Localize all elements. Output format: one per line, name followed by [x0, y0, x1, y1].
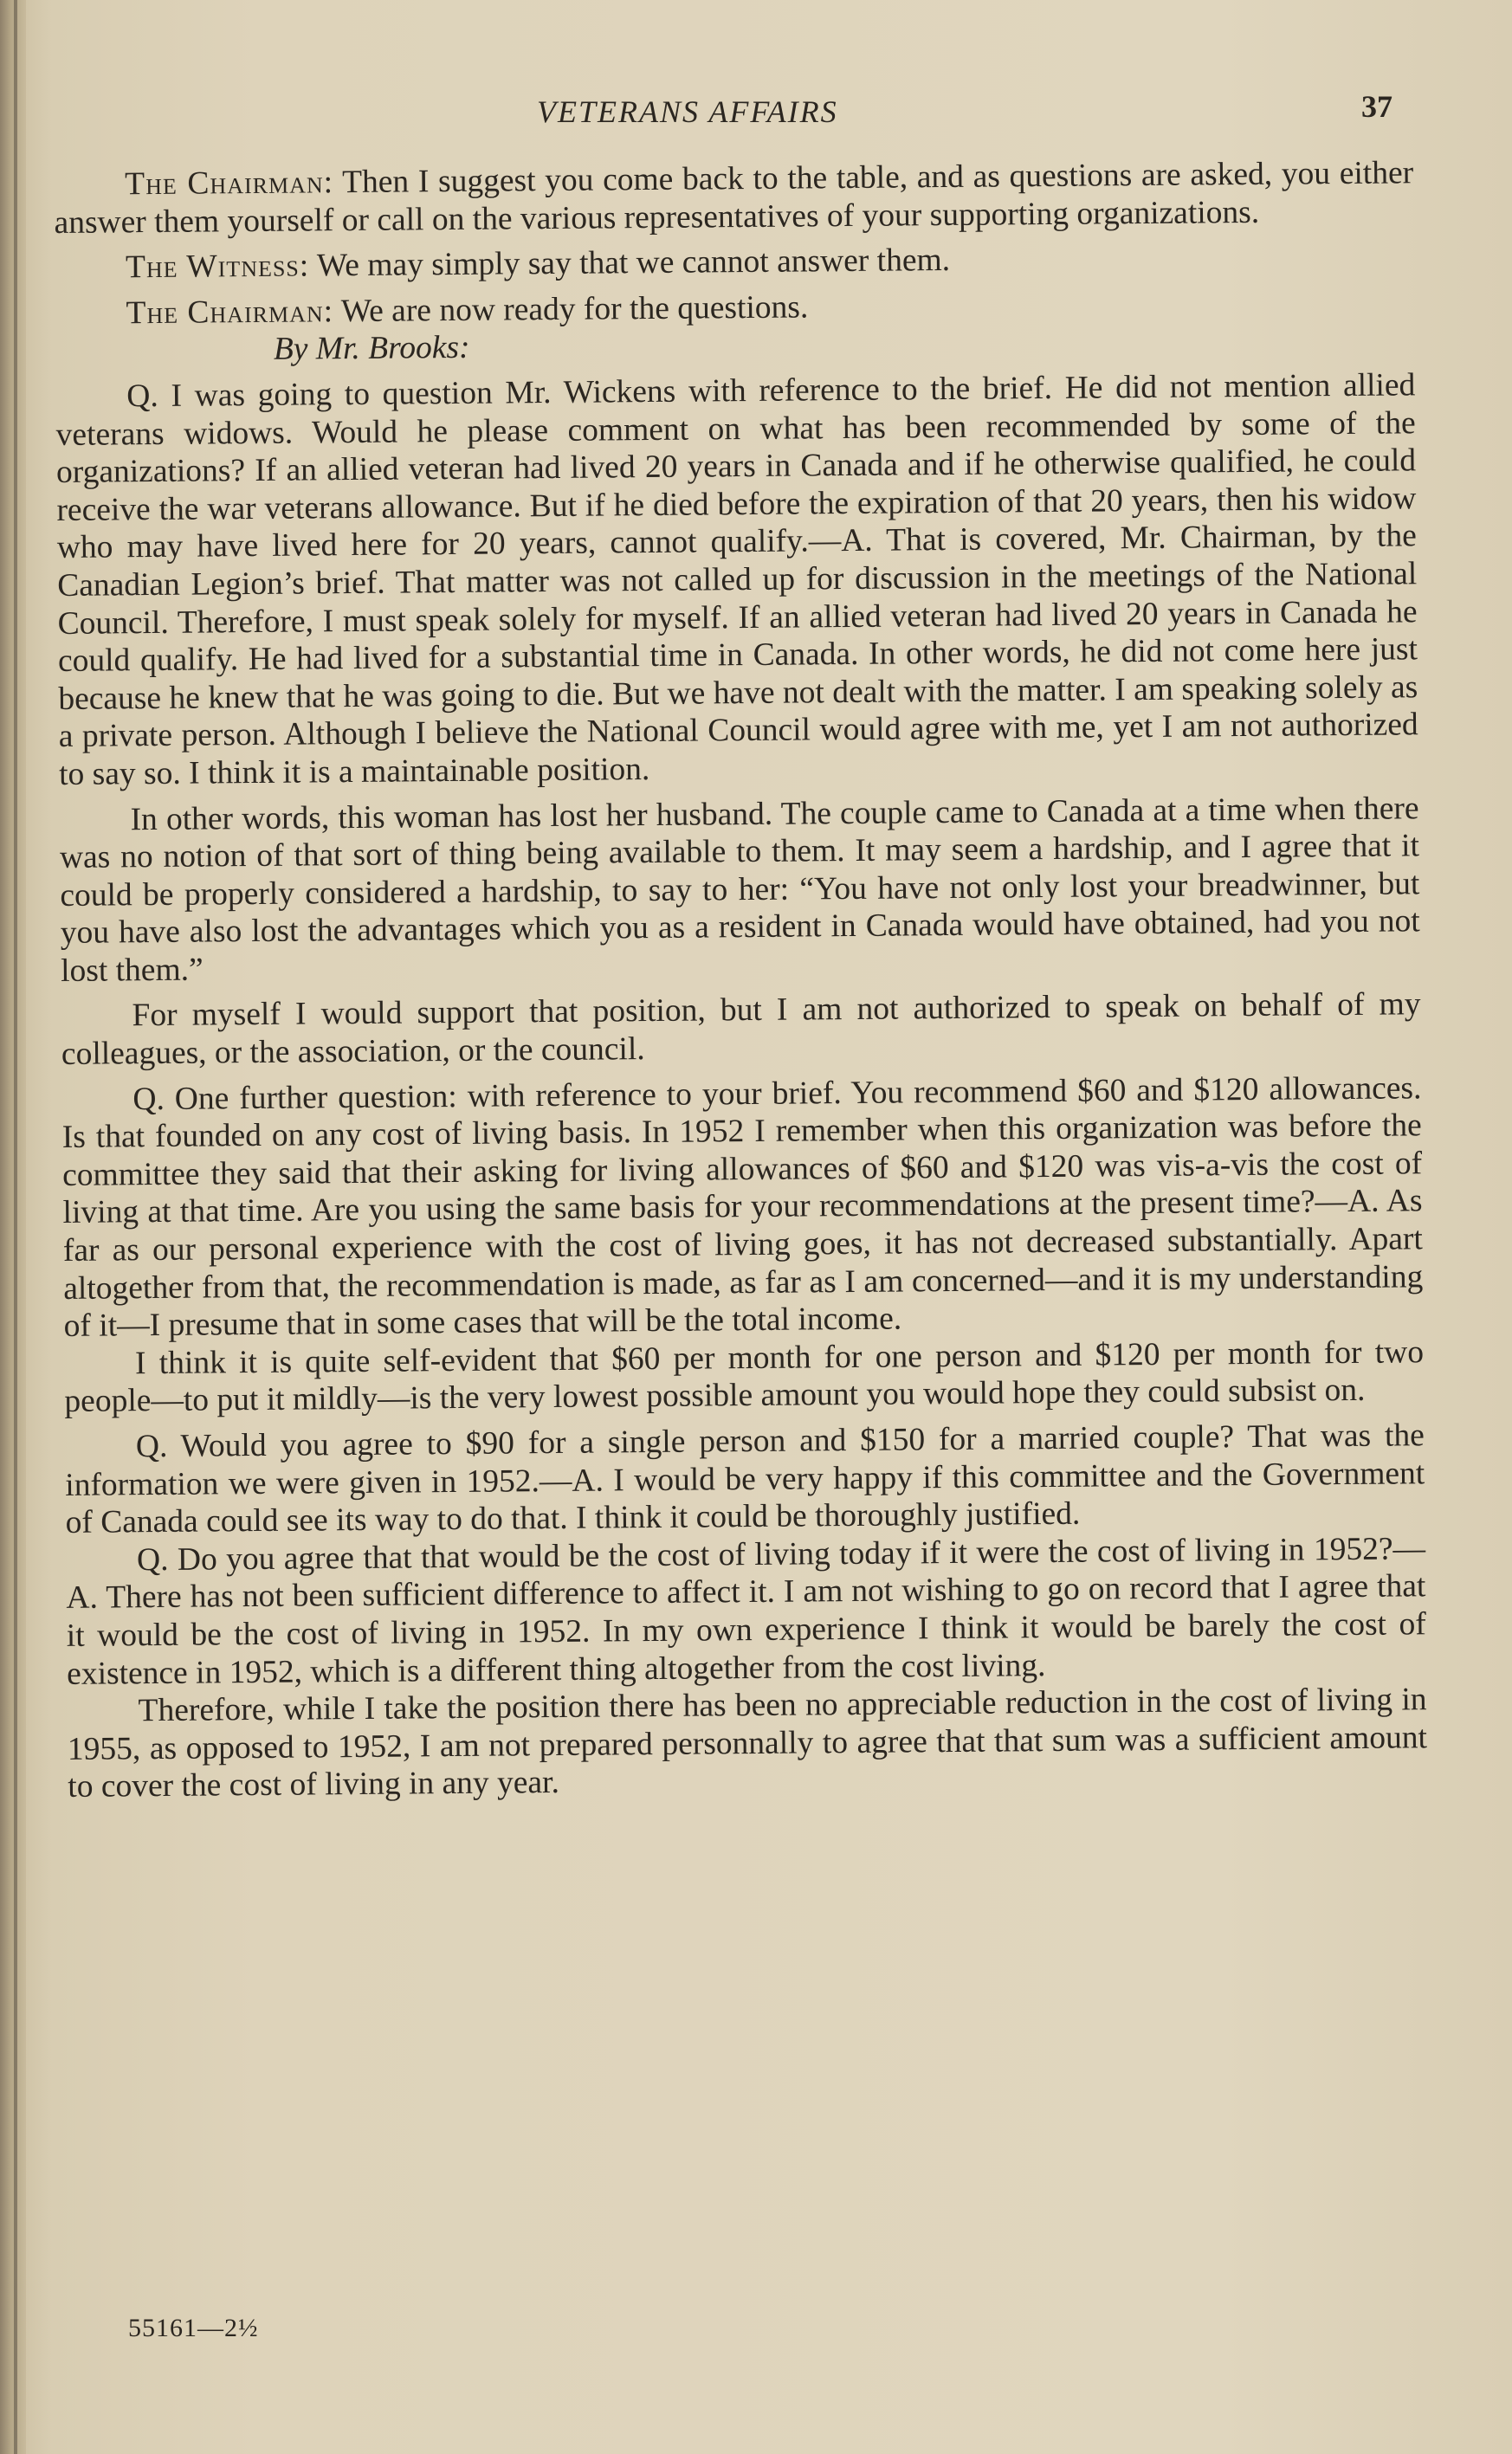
- speaker-label: The Chairman:: [125, 165, 334, 203]
- remark-text: Then I suggest you come back to the table, and as questions are asked, you either answer them yourself or call on the various representatives of your supporting organizations.: [54, 155, 1414, 241]
- paragraph-question-allowances: Q. One further question: with reference to your brief. You recommend $60 and $120 allowances. Is that founded on any cost of living basis. In 1952 I remember when this organization was before the committee they said that their asking for living allowances of $60 and $120 was vis-a-vis the cost of living at that time. Are you using the same basis for your recommendations at the present time?—A. As far as our personal experience with the cost of living goes, it has not decreased substantially. Apart altogether from that, the recommendation is made, as far as I am concerned—and it is my understanding of it—I presume that in some cases that will be the total income.: [61, 1069, 1424, 1345]
- paragraph-conclusion: Therefore, while I take the position there has been no appreciable reduction in the cost of living in 1955, as opposed to 1952, I am not prepared personnally to agree that that sum was a sufficient amount to cover the cost of living in any year.: [67, 1682, 1428, 1805]
- running-title: VETERANS AFFAIRS: [537, 94, 838, 129]
- binding-edge: [0, 0, 26, 2454]
- page-number: 37: [1361, 89, 1392, 124]
- speaker-label: The Chairman:: [126, 293, 334, 332]
- speaker-label: The Witness:: [125, 248, 310, 286]
- paragraph-lowest-amount: I think it is quite self-evident that $60 per month for one person and $120 per month for two people—to put it mildly—is the very lowest possible amount you would hope they could subsist on.: [64, 1334, 1425, 1420]
- witness-remark-1: [55, 237, 1414, 287]
- remark-text: We are now ready for the questions.: [340, 289, 809, 329]
- footer-printer-code: 55161—2½: [128, 2314, 259, 2342]
- paragraph-question-cost-of-living: Q. Do you agree that that would be the cost of living today if it were the cost of living in 1952?—A. There has not been sufficient difference to affect it. I am not wishing to go on record that I agree that it would be the cost of living in 1952. In my own experience I think it would be barely the cost of existence in 1952, which is a different thing altogether from the cost living.: [66, 1531, 1426, 1692]
- body-text: [54, 154, 1427, 1806]
- paragraph-question-allied-widows: Q. I was going to question Mr. Wickens with reference to the brief. He did not mention allied veterans widows. Would he please comment on what has been recommended by some of the organizations? If an allied veteran had lived 20 years in Canada and if he otherwise qualified, he could receive the war veterans allowance. But if he died before the expiration of that 20 years, then his widow who may have lived here for 20 years, cannot qualify.—A. That is covered, Mr. Chairman, by the Canadian Legion’s brief. That matter was not called up for discussion in the meetings of the National Council. Therefore, I must speak solely for myself. If an allied veteran had lived 20 years in Canada he could qualify. He had lived for a substantial time in Canada. In other words, he did not come here just because he knew that he was going to die. But we have not dealt with the matter. I am speaking solely as a private person. Although I believe the National Council would agree with me, yet I am not authorized to say so. I think it is a maintainable position.: [55, 367, 1418, 792]
- remark-text: We may simply say that we cannot answer them.: [316, 242, 951, 284]
- examiner-byline: By Mr. Brooks:: [273, 330, 470, 368]
- running-head: [0, 87, 1512, 139]
- chairman-remark-1: [54, 154, 1414, 242]
- paragraph-hardship: In other words, this woman has lost her husband. The couple came to Canada at a time when there was no notion of that sort of thing being available to them. It may seem a hardship, and I agree that it could be properly considered a hardship, to say to her: “You have not only lost your breadwinner, but you have also lost the advantages which you as a resident in Canada would have obtained, had you not lost them.”: [59, 790, 1420, 989]
- paragraph-support-position: For myself I would support that position, but I am not authorized to speak on behalf of my colleagues, or the association, or the council.: [61, 986, 1421, 1073]
- binding-line: [14, 0, 17, 2454]
- paragraph-question-90-150: Q. Would you agree to $90 for a single person and $150 for a married couple? That was the information we were given in 1952.—A. I would be very happy if this committee and the Government of Canada could see its way to do that. I think it could be thoroughly justified.: [65, 1418, 1425, 1541]
